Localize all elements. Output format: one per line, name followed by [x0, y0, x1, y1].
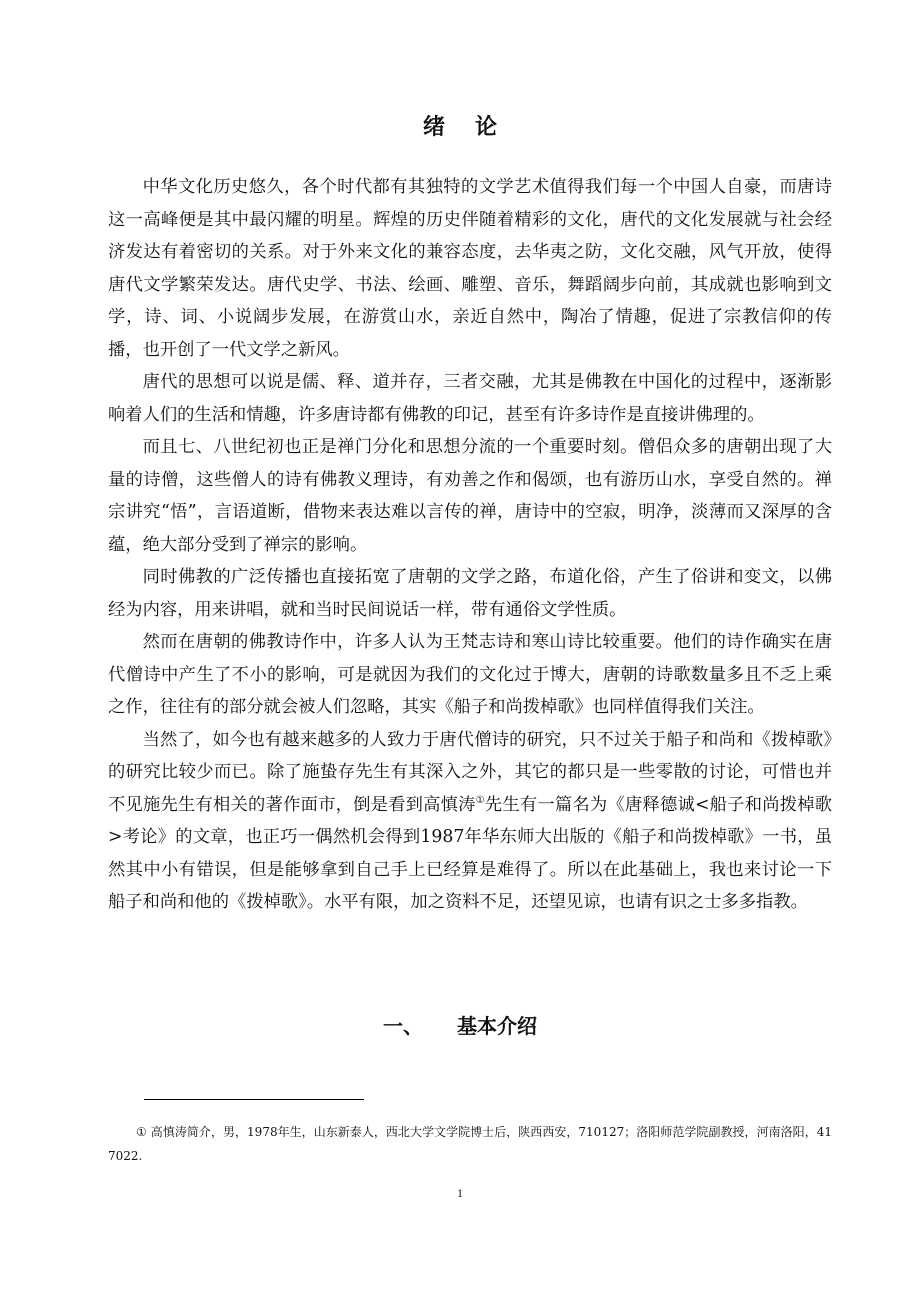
footnote-mark: ①: [136, 1125, 147, 1139]
page-number: 1: [457, 1186, 463, 1200]
paragraph-5: 然而在唐朝的佛教诗作中，许多人认为王梵志诗和寒山诗比较重要。他们的诗作确实在唐代僧诗中产生了不小的影响，可是就因为我们的文化过于博大，唐朝的诗歌数量多且不乏上乘之作，往往有的部分就会被人们忽略，其实《船子和尚拨棹歌》也同样值得我们关注。: [108, 632, 832, 717]
footnote: [108, 1120, 832, 1168]
paragraph-6-part-1: 当然了，如今也有越来越多的人致力于唐代僧诗的研究，只不过关于船子和尚和《拨棹歌》的研究比较少而已。除了施蛰存先生有其深入之外，其它的都只是一些零散的讨论，可惜也并不见施先生有相关的著作面市，倒是看到高慎涛: [108, 729, 832, 815]
section-heading: [0, 1010, 920, 1039]
paragraph-3: 而且七、八世纪初也正是禅门分化和思想分流的一个重要时刻。僧侣众多的唐朝出现了大量的诗僧，这些僧人的诗有佛教义理诗，有劝善之作和偈颂，也有游历山水，享受自然的。禅宗讲究“悟”，言语道断，借物来表达难以言传的禅，唐诗中的空寂，明净，淡薄而又深厚的含蕴，绝大部分受到了禅宗的影响。: [108, 437, 832, 555]
paragraph-6-part-2: 先生有一篇名为《唐释德诚<船子和尚拨棹歌>考论》的文章，也正巧一偶然机会得到1987年华东师大出版的《船子和尚拨棹歌》一书，虽然其中小有错误，但是能够拿到自己手上已经算是难得了。所以在此基础上，我也来讨论一下船子和尚和他的《拨棹歌》。水平有限，加之资料不足，还望见谅，也请有识之士多多指教。: [108, 794, 833, 912]
paragraph-6: [108, 724, 832, 919]
section-number: 一、: [383, 1014, 423, 1038]
paragraph-4: 同时佛教的广泛传播也直接拓宽了唐朝的文学之路，布道化俗，产生了俗讲和变文，以佛经为内容，用来讲唱，就和当时民间说话一样，带有通俗文学性质。: [108, 567, 832, 620]
section-title: 基本介绍: [457, 1014, 537, 1038]
paragraph-1: 中华文化历史悠久，各个时代都有其独特的文学艺术值得我们每一个中国人自豪，而唐诗这一高峰便是其中最闪耀的明星。辉煌的历史伴随着精彩的文化，唐代的文化发展就与社会经济发达有着密切的关系。对于外来文化的兼容态度，去华夷之防，文化交融，风气开放，使得唐代文学繁荣发达。唐代史学、书法、绘画、雕塑、音乐，舞蹈阔步向前，其成就也影响到文学，诗、词、小说阔步发展，在游赏山水，亲近自然中，陶冶了情趣，促进了宗教信仰的传播，也开创了一代文学之新风。: [108, 177, 832, 360]
footnote-reference[interactable]: ①: [475, 794, 485, 806]
page-title: 绪论: [422, 115, 527, 140]
footnote-text: 高慎涛简介，男，1978年生，山东新泰人，西北大学文学院博士后，陕西西安，710127；洛阳师范学院副教授，河南洛阳，417022.: [108, 1125, 832, 1163]
body-text: [108, 171, 832, 919]
paragraph-2: 唐代的思想可以说是儒、释、道并存，三者交融，尤其是佛教在中国化的过程中，逐渐影响着人们的生活和情趣，许多唐诗都有佛教的印记，甚至有许多诗作是直接讲佛理的。: [108, 372, 832, 425]
footnote-divider: [144, 1099, 364, 1100]
